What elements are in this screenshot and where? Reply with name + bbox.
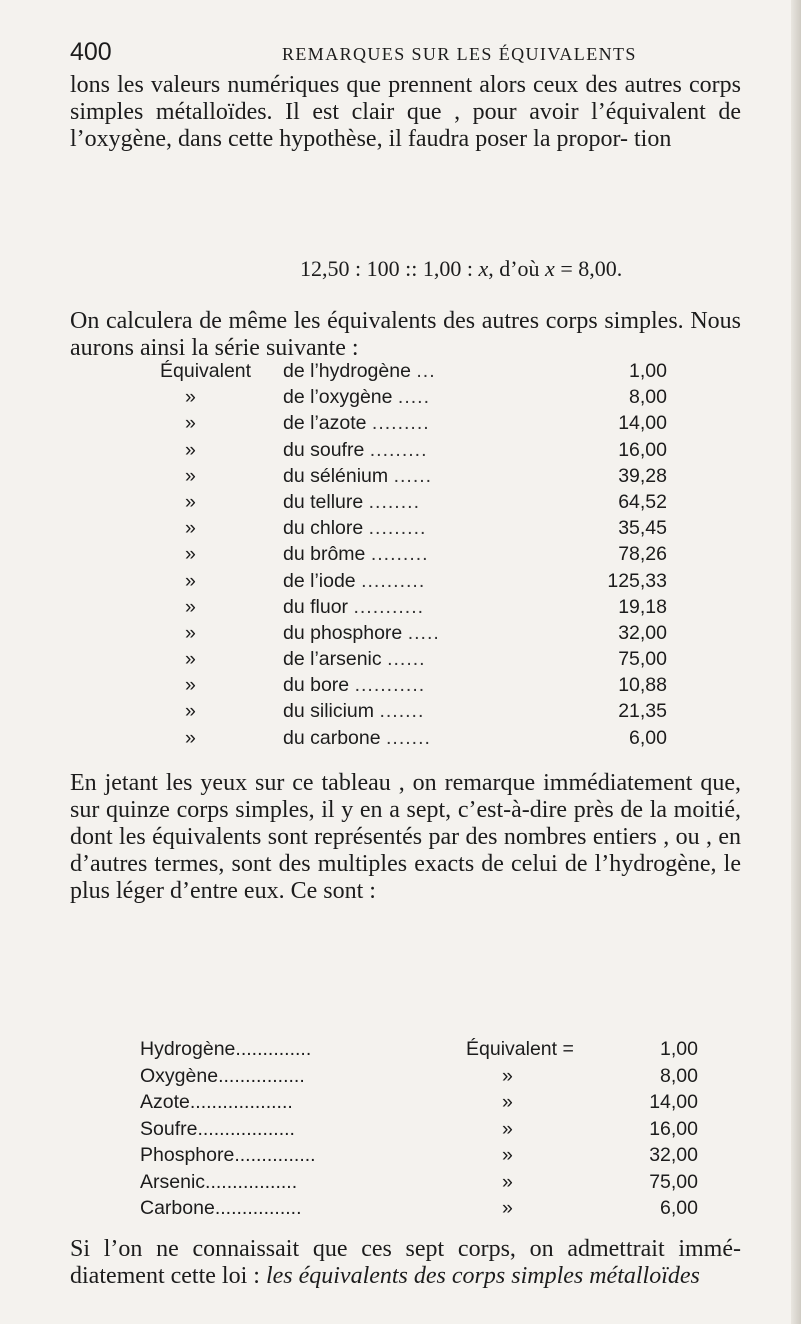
summary-element-text: Arsenic <box>140 1170 206 1193</box>
equivalent-row <box>160 700 740 726</box>
ditto-mark: » <box>502 1170 513 1193</box>
equivalent-value: 8,00 <box>629 386 667 409</box>
element-name-text: du fluor <box>283 595 349 618</box>
equivalent-row <box>160 596 740 622</box>
element-name <box>283 622 563 645</box>
paragraph-3: En jetant les yeux sur ce tableau , on remarque immédiatement que, sur quinze corps simples, il y en a sept, c’est-à-dire près de la moitié, dont les équivalents sont représentés par des nombres entiers , ou , en d’autres termes, sont des multiples exacts de celui de l’hydrogène, le plus léger d’entre eux. Ce sont : <box>70 770 741 904</box>
paragraph-4-italic: les équivalents des corps simples métalloïdes <box>265 1263 700 1289</box>
proportion-formula <box>300 256 622 282</box>
summary-row <box>140 1171 720 1198</box>
element-name <box>283 543 563 566</box>
summary-value: 75,00 <box>649 1170 698 1193</box>
equivalent-row <box>160 674 740 700</box>
ditto-mark: » <box>502 1091 513 1113</box>
summary-element-name <box>140 1091 470 1114</box>
leader-dots: ..... <box>397 386 431 409</box>
summary-value: 6,00 <box>660 1197 698 1219</box>
paragraph-1: lons les valeurs numériques que prennent alors ceux des autres corps simples métalloïdes. Il est clair que , pour avoir l’équivalent de l’oxygène, dans cette hypothèse, il faudra poser la propor- tion <box>70 72 741 152</box>
summary-element-name <box>140 1038 470 1061</box>
ditto-mark: » <box>502 1144 513 1166</box>
equivalent-value: 21,35 <box>618 700 667 723</box>
leader-dots: ........... <box>354 674 426 697</box>
equivalent-value: 14,00 <box>618 412 667 435</box>
summary-row <box>140 1065 720 1092</box>
element-name-text: de l’arsenic <box>283 648 382 671</box>
equivalent-row <box>160 360 740 386</box>
leader-dots: ................ <box>218 1064 305 1087</box>
summary-element-name <box>140 1065 470 1088</box>
leader-dots: .................. <box>197 1117 295 1140</box>
leader-dots: ............... <box>234 1144 316 1166</box>
ditto-mark: » <box>185 700 196 723</box>
ditto-mark: » <box>185 595 196 618</box>
equivalents-table <box>160 360 740 753</box>
ditto-mark: » <box>185 412 196 435</box>
paragraph-4 <box>70 1236 741 1290</box>
element-name <box>283 412 563 435</box>
ditto-mark: » <box>185 726 196 749</box>
equivalent-value: 10,88 <box>618 674 667 697</box>
equivalent-row <box>160 570 740 596</box>
leader-dots: ...... <box>393 464 433 487</box>
summary-element-text: Hydrogène <box>140 1038 236 1060</box>
equivalent-value: 32,00 <box>618 621 667 644</box>
summary-element-text: Azote <box>140 1091 190 1113</box>
ditto-mark: » <box>502 1064 513 1087</box>
ditto-mark: » <box>185 674 196 697</box>
summary-value: 14,00 <box>649 1091 698 1113</box>
element-name <box>283 674 563 697</box>
equivalent-row <box>160 439 740 465</box>
element-name <box>283 517 563 540</box>
summary-element-name <box>140 1144 470 1167</box>
element-name-text: du soufre <box>283 438 365 461</box>
formula-variable: x <box>478 256 489 281</box>
leader-dots: ....... <box>386 726 431 749</box>
equivalent-value: 39,28 <box>618 464 667 487</box>
summary-value: 8,00 <box>660 1064 698 1087</box>
summary-element-text: Phosphore <box>140 1144 235 1166</box>
leader-dots: ......... <box>370 543 429 566</box>
summary-equivalent-label: Équivalent = <box>466 1038 574 1060</box>
equivalent-row <box>160 517 740 543</box>
equivalent-row <box>160 727 740 753</box>
equivalent-row <box>160 543 740 569</box>
leader-dots: ....... <box>379 700 425 723</box>
element-name <box>283 596 563 619</box>
page-edge-shadow <box>791 0 801 1324</box>
equivalent-value: 64,52 <box>618 490 667 513</box>
element-name <box>283 386 563 409</box>
equivalent-row <box>160 648 740 674</box>
element-name-text: du chlore <box>283 517 364 540</box>
element-name-text: de l’hydrogène <box>283 360 411 382</box>
element-name <box>283 465 563 488</box>
leader-dots: ......... <box>371 412 430 435</box>
leader-dots: ........... <box>353 595 425 618</box>
running-head: REMARQUES SUR LES ÉQUIVALENTS <box>282 44 637 64</box>
summary-element-name <box>140 1171 470 1194</box>
element-name <box>283 570 563 593</box>
ditto-mark: » <box>185 386 196 409</box>
element-name <box>283 648 563 671</box>
summary-element-name <box>140 1197 470 1220</box>
summary-value: 32,00 <box>649 1144 698 1166</box>
equivalent-row <box>160 412 740 438</box>
paragraph-2: On calculera de même les équivalents des autres corps simples. Nous aurons ainsi la série suivante : <box>70 308 741 361</box>
ditto-mark: » <box>185 464 196 487</box>
equivalent-value: 6,00 <box>629 726 667 749</box>
element-name-text: de l’oxygène <box>283 386 393 409</box>
leader-dots: ......... <box>368 517 427 540</box>
element-name-text: de l’azote <box>283 412 367 435</box>
element-name-text: du brôme <box>283 543 366 566</box>
element-name-text: du bore <box>283 674 350 697</box>
summary-value: 1,00 <box>660 1038 698 1060</box>
leader-dots: ......... <box>369 438 428 461</box>
equivalent-value: 125,33 <box>607 569 667 592</box>
page-number: 400 <box>70 38 112 66</box>
equivalent-value: 16,00 <box>618 438 667 461</box>
equivalent-lead-label: Équivalent <box>160 360 252 382</box>
summary-row <box>140 1091 720 1118</box>
equivalent-value: 35,45 <box>618 517 667 540</box>
ditto-mark: » <box>185 517 196 540</box>
equivalent-row <box>160 465 740 491</box>
element-name-text: du sélénium <box>283 464 389 487</box>
element-name <box>283 491 563 514</box>
summary-element-text: Soufre <box>140 1117 198 1140</box>
leader-dots: ................ <box>214 1197 302 1219</box>
summary-row <box>140 1038 720 1065</box>
element-name-text: du carbone <box>283 726 381 749</box>
leader-dots: ................... <box>189 1091 293 1113</box>
ditto-mark: » <box>185 438 196 461</box>
equivalent-row <box>160 622 740 648</box>
summary-element-text: Carbone <box>140 1197 215 1219</box>
formula-connector: , d’où <box>488 256 540 281</box>
leader-dots: .............. <box>235 1038 312 1060</box>
summary-table <box>140 1038 720 1224</box>
ditto-mark: » <box>185 648 196 671</box>
leader-dots: ................. <box>205 1170 298 1193</box>
summary-row <box>140 1144 720 1171</box>
summary-row <box>140 1197 720 1224</box>
ditto-mark: » <box>185 569 196 592</box>
equivalent-value: 19,18 <box>618 595 667 618</box>
leader-dots: ........ <box>368 490 420 513</box>
leader-dots: ...... <box>387 648 426 671</box>
summary-element-name <box>140 1118 470 1141</box>
element-name-text: du silicium <box>283 700 375 723</box>
summary-element-text: Oxygène <box>140 1064 219 1087</box>
equivalent-value: 1,00 <box>629 360 667 382</box>
element-name <box>283 727 563 750</box>
element-name <box>283 700 563 723</box>
equivalent-value: 78,26 <box>618 543 667 566</box>
element-name <box>283 360 563 383</box>
equivalent-row <box>160 491 740 517</box>
ditto-mark: » <box>185 490 196 513</box>
equivalent-value: 75,00 <box>618 648 667 671</box>
ditto-mark: » <box>502 1197 513 1219</box>
formula-proportion: 12,50 : 100 :: 1,00 : <box>300 256 473 281</box>
element-name-text: de l’iode <box>283 569 356 592</box>
element-name-text: du phosphore <box>283 621 403 644</box>
ditto-mark: » <box>185 621 196 644</box>
leader-dots: ..... <box>407 621 440 644</box>
formula-result: = 8,00. <box>560 256 623 281</box>
leader-dots: ... <box>416 360 436 382</box>
summary-value: 16,00 <box>649 1117 698 1140</box>
formula-variable-2: x <box>545 256 555 281</box>
ditto-mark: » <box>502 1117 513 1140</box>
element-name <box>283 439 563 462</box>
ditto-mark: » <box>185 543 196 566</box>
paragraph-4-text: Si l’on ne connaissait que ces sept corps, on admettrait immé- diatement cette loi : <box>70 1236 741 1289</box>
element-name-text: du tellure <box>283 490 364 513</box>
summary-row <box>140 1118 720 1145</box>
leader-dots: .......... <box>361 569 426 592</box>
equivalent-row <box>160 386 740 412</box>
